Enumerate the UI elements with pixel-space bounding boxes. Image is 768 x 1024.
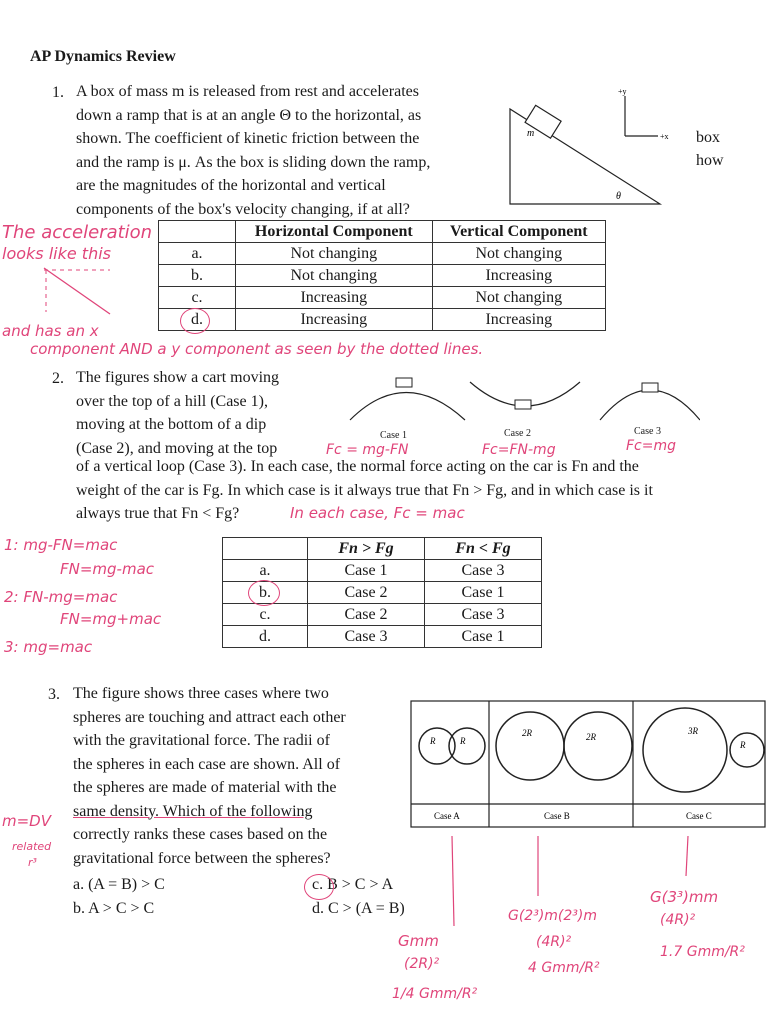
spheres-figure [410,700,766,828]
q1-line: components of the box's velocity changing, if at all? [76,200,410,218]
q3-text [73,682,403,870]
table-header [159,221,236,243]
q3-work-c: (4R)² [660,912,696,928]
table-row [223,604,542,626]
table-header: Fn < Fg [425,538,542,560]
option-letter: a. [223,560,308,582]
option-letter: a. [159,243,236,265]
table-cell: Increasing [236,309,433,331]
q1-note: looks like this [2,244,111,263]
q3-option-a: a. (A = B) > C [73,876,165,893]
q3-option-c: c. B > C > A [312,876,394,893]
q3-line: spheres are touching and attract each other [73,708,346,726]
cart-case-2 [515,400,531,409]
sphere-c1 [643,708,727,792]
q1-side-word: how [696,152,724,169]
table-cell: Increasing [432,265,605,287]
q2-number: 2. [52,370,64,387]
svg-text:R: R [460,736,466,746]
q1-line: down a ramp that is at an angle Θ to the horizontal, as [76,106,422,124]
case-label: Case 2 [504,428,531,439]
answer-circle [180,308,210,334]
table-row [159,309,606,331]
option-letter: c. [223,604,308,626]
q1-number: 1. [52,84,64,101]
table-cell: Case 3 [425,604,542,626]
hill-curve [350,393,465,421]
mass-label: m [527,128,535,139]
q2-work: FN=mg+mac [60,610,162,628]
q1-note: The acceleration [2,222,153,243]
table-row [159,265,606,287]
q3-note: r³ [28,856,37,869]
case-label: Case B [544,811,570,821]
q2-note: In each case, Fc = mac [290,504,465,522]
svg-text:R: R [740,740,746,750]
q2-line: of a vertical loop (Case 3). In each case, the normal force acting on the car is Fn and the [76,458,639,475]
option-letter: d. [223,626,308,648]
q3-work-b: 4 Gmm/R² [528,960,600,976]
table-header: Fn > Fg [308,538,425,560]
table-cell: Case 3 [425,560,542,582]
q1-line: are the magnitudes of the horizontal and vertical [76,177,386,194]
q1-line: and the ramp is μ. As the box is sliding down the ramp, [76,153,431,171]
q1-note: and has an x [2,322,99,340]
q2-line: moving at the bottom of a dip [76,416,267,433]
page-title: AP Dynamics Review [30,48,176,65]
q2-case-note: Fc=mg [626,438,677,454]
q3-line: The figure shows three cases where two [73,685,329,702]
q3-work-a: (2R)² [404,956,440,972]
q3-work-a: 1/4 Gmm/R² [392,986,478,1002]
q2-line: The figures show a cart moving [76,369,280,386]
angle-label: θ [616,191,621,202]
sphere-c2 [730,733,764,767]
q3-line: correctly ranks these cases based on the [73,826,328,843]
case-label: Case 3 [634,426,661,437]
svg-text:2R: 2R [522,728,532,738]
table-header: Horizontal Component [236,221,433,243]
q3-option-d: d. C > (A = B) [312,900,405,917]
table-header-row [159,221,606,243]
q2-case-note: Fc=FN-mg [482,442,556,458]
table-row [223,626,542,648]
q1-side-word: box [696,129,720,146]
q3-work-a: Gmm [398,932,439,950]
q3-option-b: b. A > C > C [73,900,155,917]
q2-line: (Case 2), and moving at the top [76,439,278,457]
table-cell: Increasing [432,309,605,331]
table-cell: Case 1 [425,626,542,648]
cart-case-1 [396,378,412,387]
q3-note: m=DV [2,812,51,830]
q3-line: with the gravitational force. The radii of [73,732,330,749]
table-cell: Not changing [236,243,433,265]
table-cell: Not changing [236,265,433,287]
sphere-b1 [496,712,564,780]
answer-circle [248,580,280,606]
q1-answer-table [158,220,606,331]
x-axis-label: +x [660,132,669,141]
q1-text [76,80,496,221]
answer-circle [304,874,334,900]
option-letter: b. [159,265,236,287]
case-label: Case A [434,811,460,821]
table-header: Vertical Component [432,221,605,243]
q3-work-b: G(2³)m(2³)m [508,908,598,924]
q2-work: 2: FN-mg=mac [4,588,118,606]
table-header-row [223,538,542,560]
svg-text:3R: 3R [688,726,698,736]
y-axis-label: +y [618,87,627,96]
q2-line: weight of the car is Fg. In which case is it always true that Fn > Fg, and in which case is it [76,481,653,499]
table-cell: Case 2 [308,604,425,626]
q1-line: A box of mass m is released from rest and accelerates [76,83,419,100]
table-cell: Not changing [432,243,605,265]
table-cell: Case 1 [425,582,542,604]
q3-note: related [12,840,52,853]
svg-text:R: R [430,736,436,746]
q2-case-note: Fc = mg-FN [326,442,409,458]
svg-text:2R: 2R [586,732,596,742]
q3-line: the spheres are made of material with the [73,779,337,796]
q1-note: component AND a y component as seen by the dotted lines. [30,340,484,358]
q2-text [76,366,336,460]
q2-work: 1: mg-FN=mac [4,536,118,554]
loop-curve [600,390,700,420]
table-cell: Case 2 [308,582,425,604]
case-label: Case 1 [380,430,407,441]
cart-case-3 [642,383,658,392]
table-row [159,287,606,309]
q3-line: the spheres in each case are shown. All of [73,755,341,773]
sphere-b2 [564,712,632,780]
ramp-figure [500,84,670,209]
table-cell: Not changing [432,287,605,309]
table-row [223,560,542,582]
option-letter: b. [223,582,308,604]
q2-work: FN=mg-mac [60,560,155,578]
table-cell: Case 1 [308,560,425,582]
case-label: Case C [686,811,712,821]
q3-line: gravitational force between the spheres? [73,849,331,867]
option-letter: d. [159,309,236,331]
table-cell: Case 3 [308,626,425,648]
q3-work-c: 1.7 Gmm/R² [660,944,745,960]
q3-work-b: (4R)² [536,934,572,950]
q2-line: always true that Fn < Fg? [76,505,240,522]
table-header [223,538,308,560]
q2-line: over the top of a hill (Case 1), [76,392,268,410]
table-cell: Increasing [236,287,433,309]
option-letter: c. [159,287,236,309]
q3-line: same density. Which of the following [73,802,313,820]
q1-line: shown. The coefficient of kinetic friction between the [76,130,420,147]
q2-work: 3: mg=mac [4,638,93,656]
q3-work-c: G(3³)mm [650,888,719,906]
table-row [159,243,606,265]
q3-number: 3. [48,686,60,703]
